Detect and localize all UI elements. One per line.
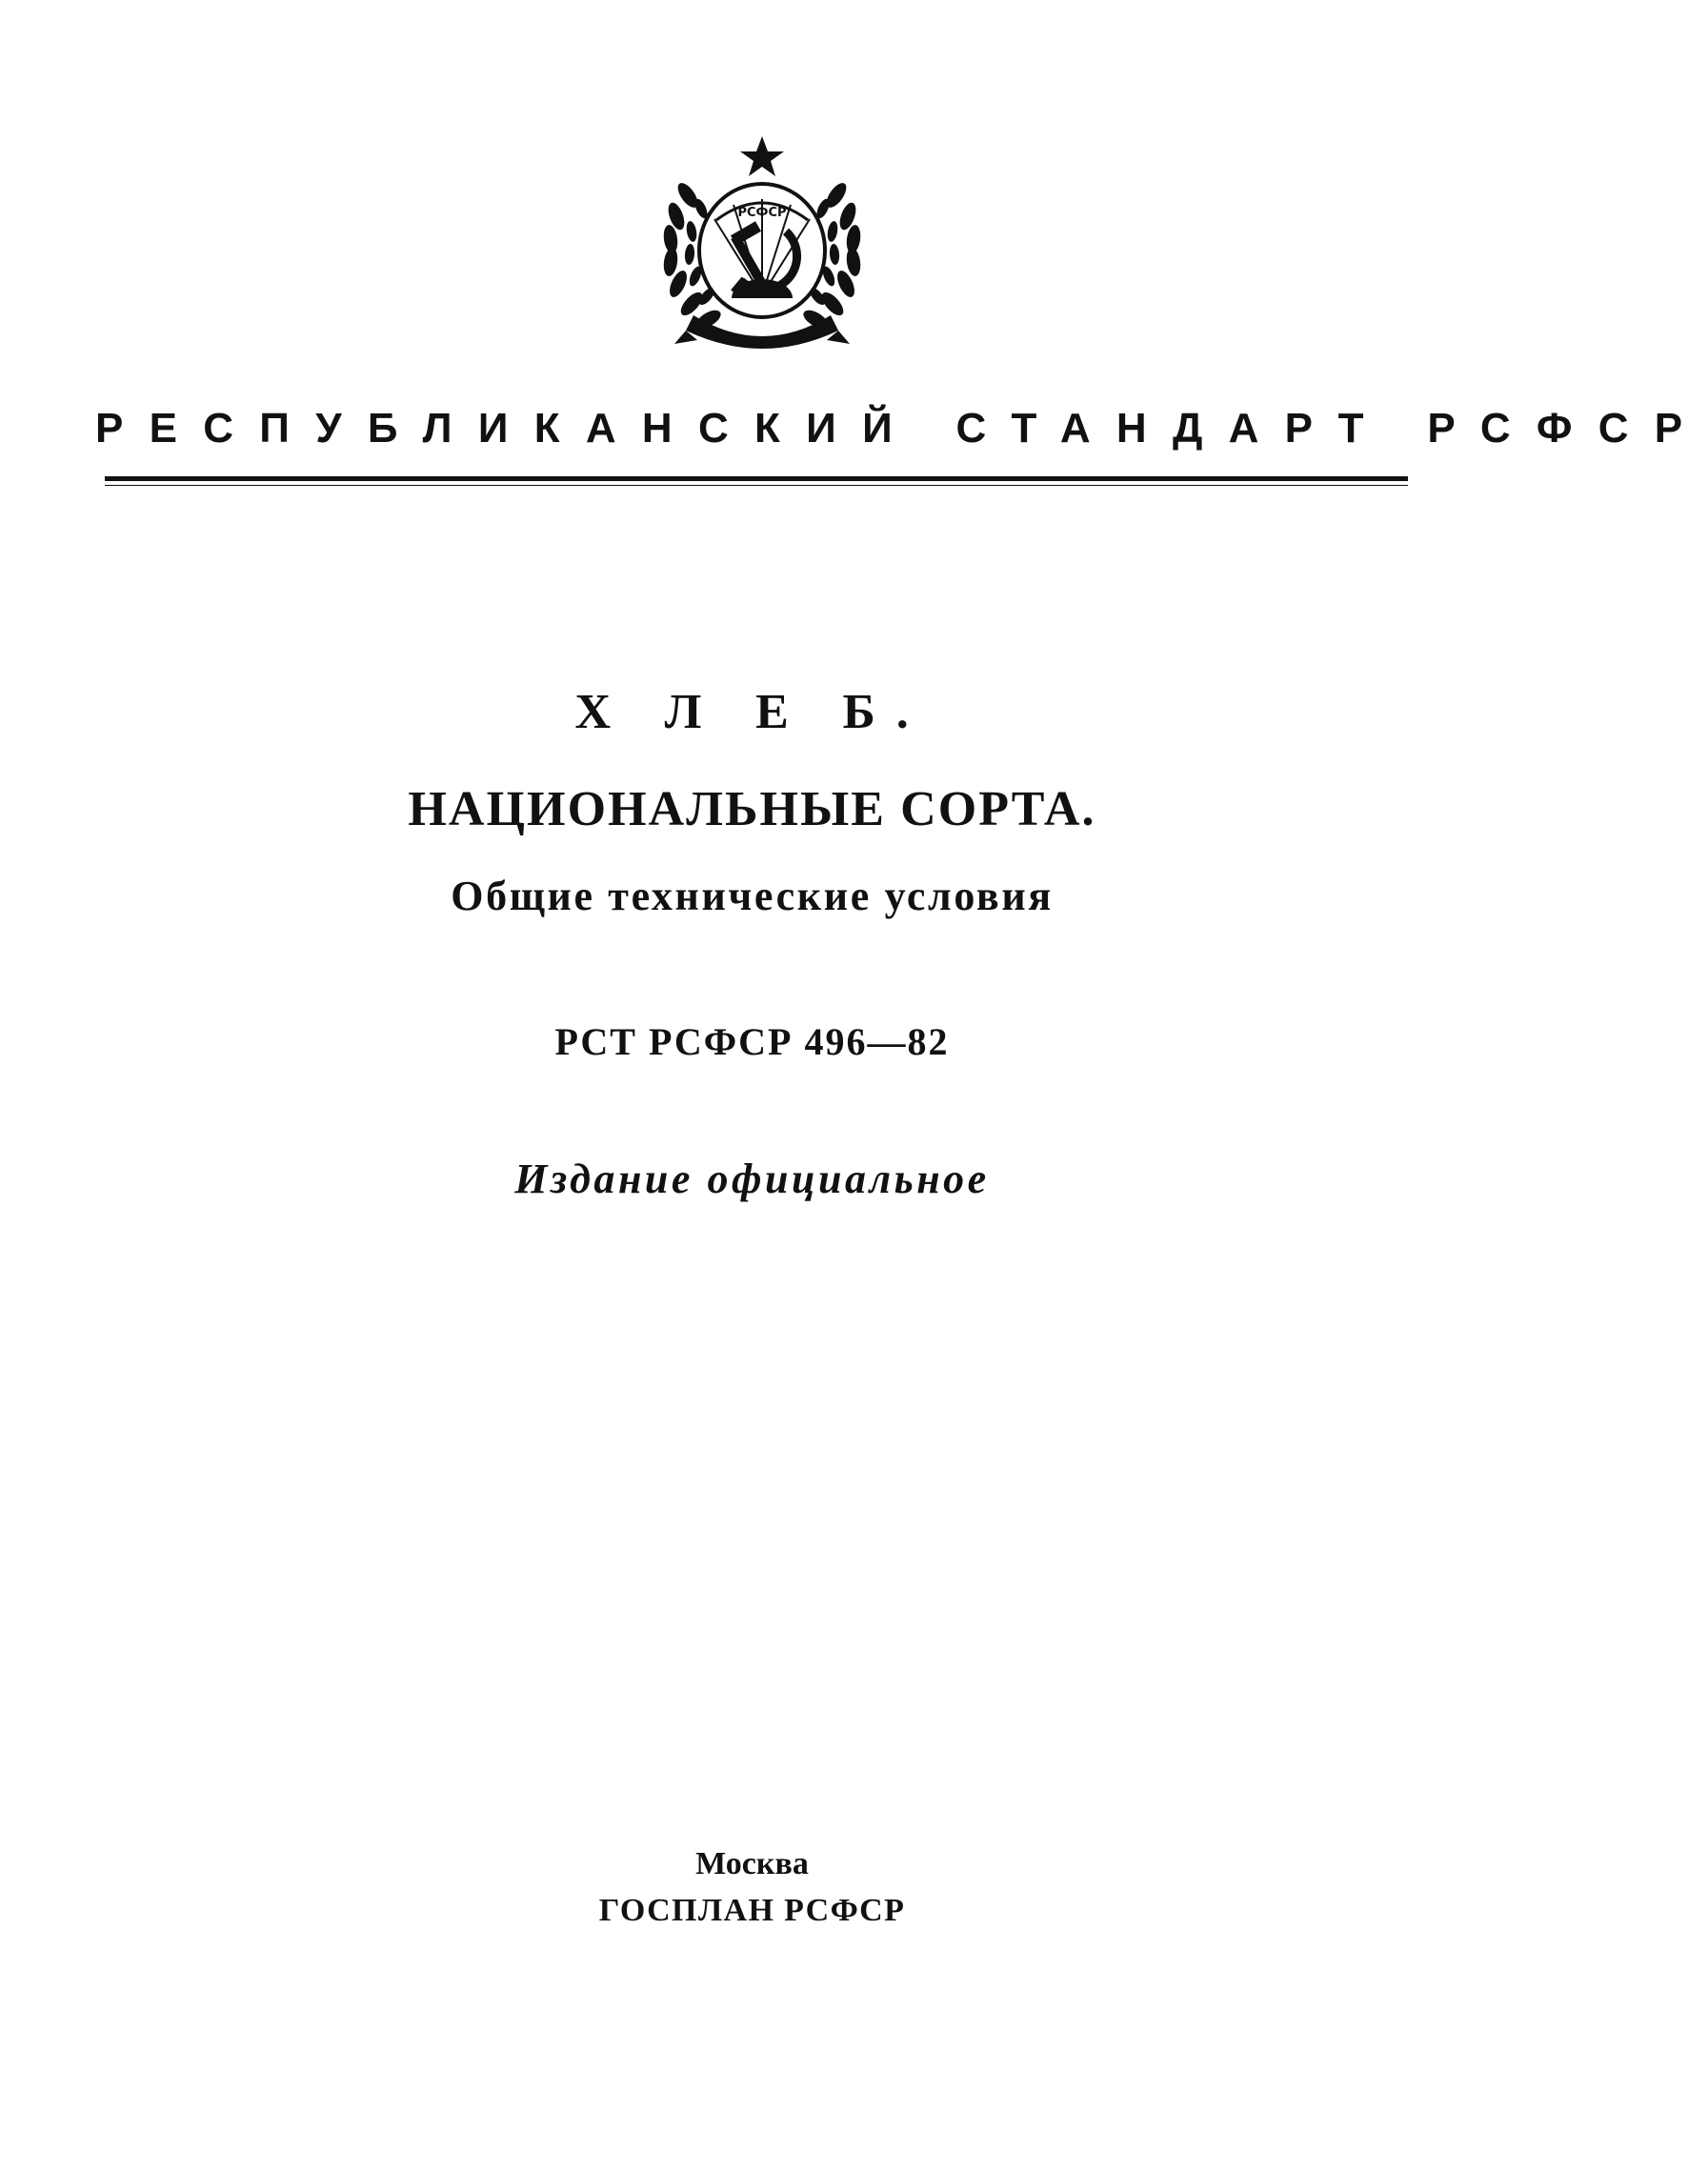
header-rule — [105, 476, 1408, 481]
rsfsr-coat-of-arms-icon — [648, 129, 876, 357]
svg-text:РСФСР: РСФСР — [737, 206, 787, 220]
imprint-publisher: ГОСПЛАН РСФСР — [598, 1893, 906, 1928]
header-rule-thin — [105, 485, 1408, 486]
series-title: РЕСПУБЛИКАНСКИЙ СТАНДАРТ РСФСР — [95, 405, 1708, 452]
document-title-line2: НАЦИОНАЛЬНЫЕ СОРТА. — [408, 782, 1096, 836]
edition-note: Издание официальное — [514, 1156, 990, 1202]
imprint-city: Москва — [695, 1846, 809, 1881]
standard-code: РСТ РСФСР 496—82 — [554, 1020, 950, 1063]
document-subtitle: Общие технические условия — [451, 873, 1054, 919]
document-title-line1: Х Л Е Б. — [574, 685, 930, 739]
